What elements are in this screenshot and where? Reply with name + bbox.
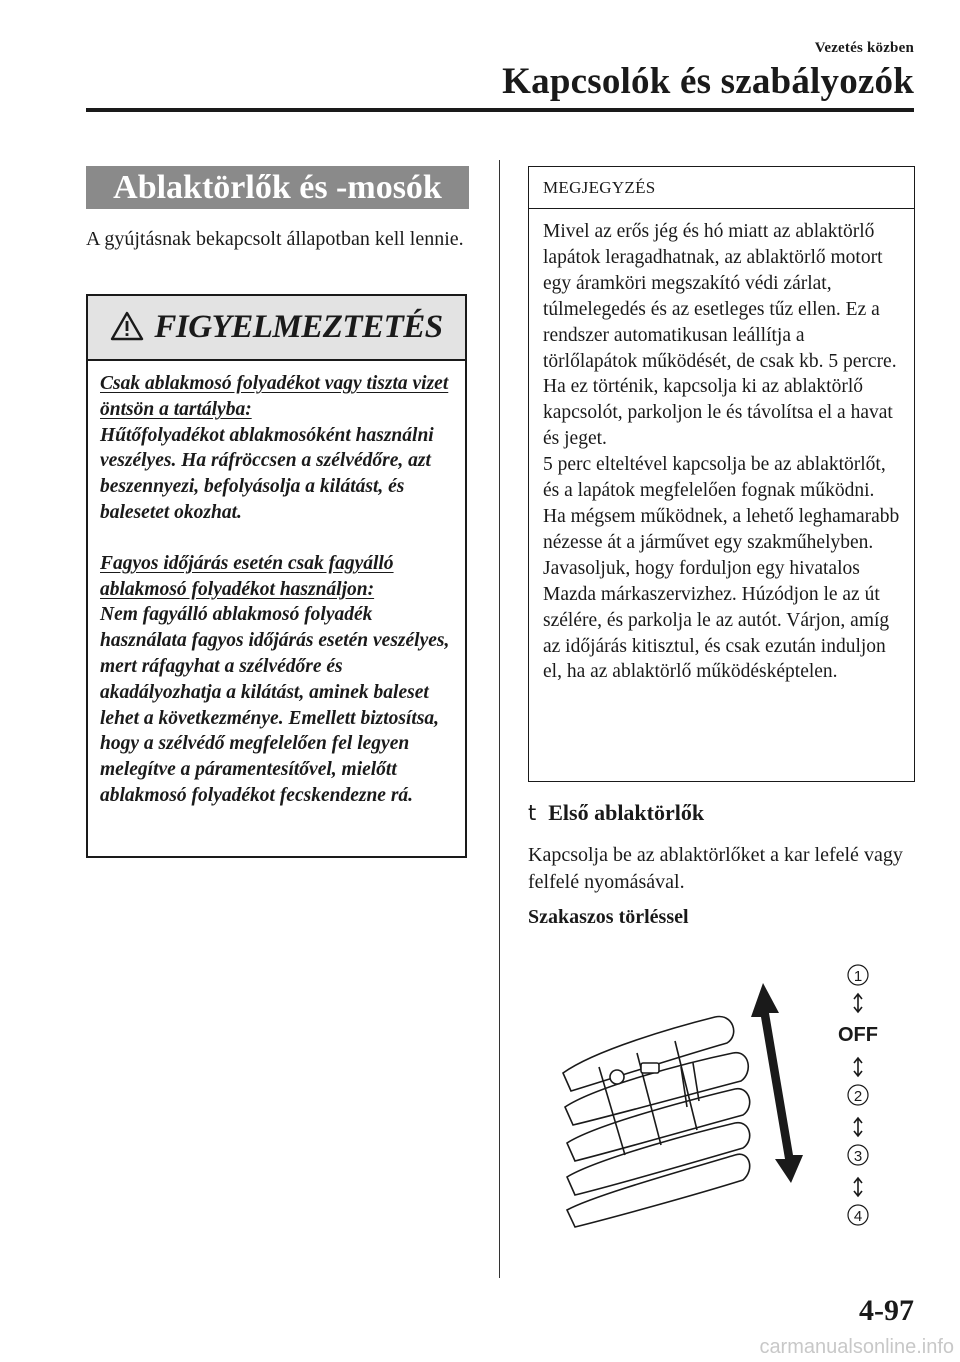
body-paragraph: Kapcsolja be az ablaktörlőket a kar lefelé vagy felfelé nyomásával. xyxy=(528,844,903,893)
position-label-off: OFF xyxy=(838,1024,878,1046)
warning-body xyxy=(88,361,465,809)
note-box xyxy=(528,166,915,782)
updown-arrow-icon xyxy=(854,994,862,1012)
running-header-section: Vezetés közben xyxy=(814,40,914,56)
warning-header xyxy=(88,296,465,361)
position-label-4: 4 xyxy=(853,1208,863,1225)
note-paragraph-1: Mivel az erős jég és hó miatt az ablaktörlő lapátok leragadhatnak, az ablaktörlő motort egy áramköri megszakító védi zárlat, túlmelegedés és az esetleges tűz ellen. Ez a rendszer automatikusan leállítja a törlőlapátok működését, de csak kb. 5 percre. xyxy=(543,221,897,372)
position-label-2: 2 xyxy=(853,1088,863,1105)
column-divider xyxy=(499,160,500,1278)
updown-arrow-icon xyxy=(854,1178,862,1196)
position-list xyxy=(838,965,878,1225)
warning-text-2: Nem fagyálló ablakmosó folyadék használata fagyos időjárás esetén veszélyes, mert ráfagyhat a szélvédőre és akadályozhatja a kilátást, aminek baleset lehet a következménye. Emellett biztosítsa, hogy a szélvédő megfelelően fel legyen melegítve a páramentesítővel, mielőtt ablakmosó folyadékot fecskendezne rá. xyxy=(100,604,450,806)
warning-heading-1: Csak ablakmosó folyadékot vagy tiszta vizet öntsön a tartályba: xyxy=(100,373,449,420)
watermark: carmanualsonline.info xyxy=(759,1336,954,1358)
bullet-marker: t xyxy=(528,801,537,825)
lever-stalk-drawing xyxy=(563,1017,750,1227)
running-header-title: Kapcsolók és szabályozók xyxy=(502,61,914,102)
sub-subheading: Szakaszos törléssel xyxy=(528,906,689,928)
warning-title: FIGYELMEZTETÉS xyxy=(154,309,443,345)
page-number: 4-97 xyxy=(859,1294,914,1327)
warning-box xyxy=(86,294,467,858)
note-title: MEGJEGYZÉS xyxy=(529,167,914,209)
updown-arrow-icon xyxy=(854,1118,862,1136)
position-label-1: 1 xyxy=(853,968,863,985)
updown-arrow-icon xyxy=(854,1058,862,1076)
warning-text-1: Hűtőfolyadékot ablakmosóként használni veszélyes. Ha ráfröccsen a szélvédőre, azt beszennyezi, befolyásolja a kilátást, és balesetet okozhat. xyxy=(100,424,434,523)
section-banner: Ablaktörlők és -mosók xyxy=(86,166,469,209)
position-label-3: 3 xyxy=(853,1148,863,1165)
subsection-heading-text: Első ablaktörlők xyxy=(548,800,705,825)
warning-triangle-icon xyxy=(110,311,144,341)
note-body xyxy=(529,209,914,685)
movement-arrow-icon xyxy=(751,983,803,1183)
note-paragraph-2: Ha ez történik, kapcsolja ki az ablaktörlő kapcsolót, parkoljon le és távolítsa el a havat és jeget. xyxy=(543,376,893,450)
intro-text: A gyújtásnak bekapcsolt állapotban kell lennie. xyxy=(86,228,464,250)
subsection-heading xyxy=(528,800,704,826)
wiper-lever-illustration xyxy=(555,955,915,1235)
warning-heading-2: Fagyos időjárás esetén csak fagyálló ablakmosó folyadékot használjon: xyxy=(100,552,394,600)
header-rule xyxy=(86,108,914,112)
note-paragraph-3: 5 perc elteltével kapcsolja be az ablaktörlőt, és a lapátok megfelelően fognak működni. Ha mégsem működnek, a lehető leghamarabb nézesse át a járművet egy szakműhelyben. Javasoljuk, hogy forduljon egy hivatalos Mazda márkaszervizhez. Húzódjon le az út szélére, és parkolja le az autót. Várjon, amíg az időjárás kitisztul, és csak ezután induljon el, ha az ablaktörlő működésképtelen. xyxy=(543,454,900,683)
